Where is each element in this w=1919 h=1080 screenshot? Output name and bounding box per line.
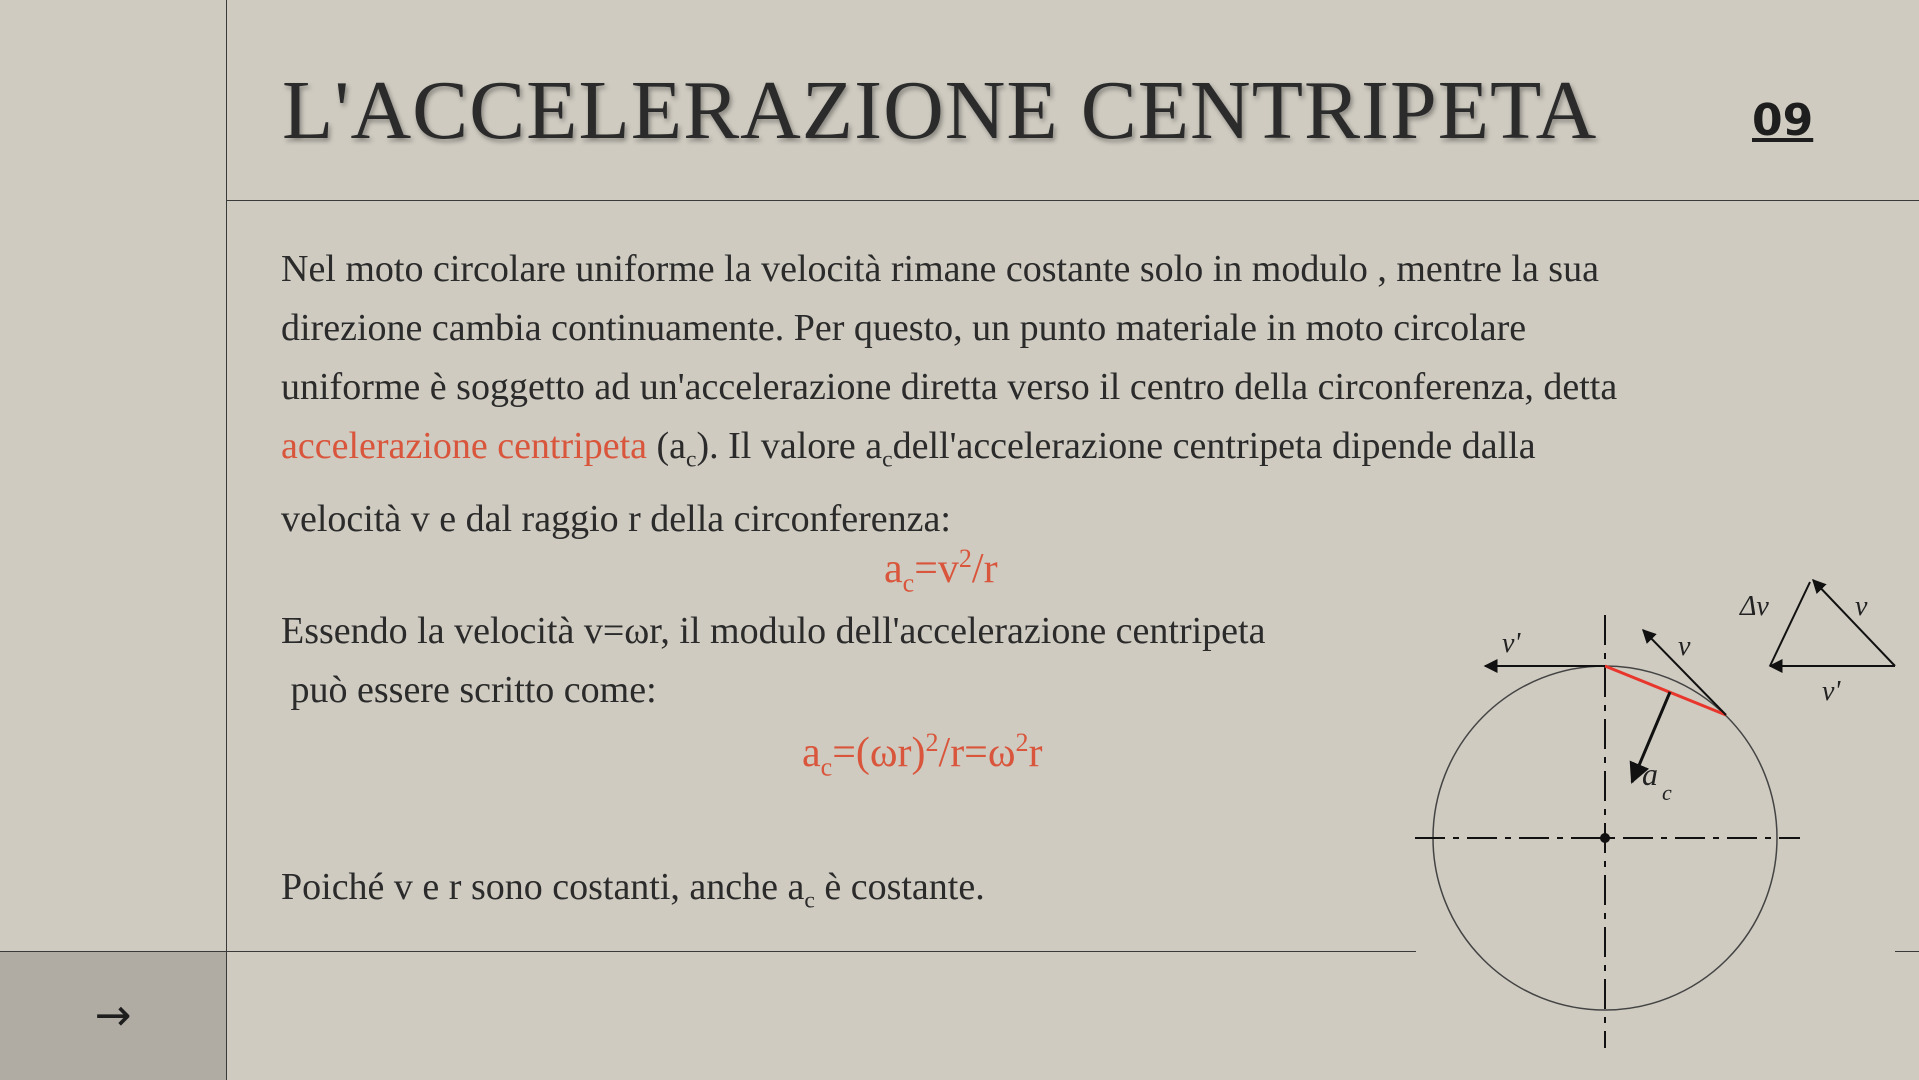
- header-divider: [226, 200, 1919, 201]
- formula-omega: $a_c=(\omega r)^2/r=\omega^2r$: [802, 728, 1043, 782]
- vertical-divider: [226, 0, 227, 1080]
- label-v: v: [1678, 631, 1691, 662]
- intro-paragraph: Nel moto circolare uniforme la velocità rimane costante solo in modulo , mentre la sua direzione cambia continuamente. Per questo, un punto materiale in moto circolare uniforme è soggetto ad un'accelerazione diretta verso il centro della circonferenza, detta accelerazione centripeta $(a_c)$. Il valore $a_cdell'accelerazione$ centripeta dipende dalla velocità v e dal raggio r della circonferenza:: [281, 248, 1618, 540]
- footer-divider: [226, 951, 1416, 952]
- page-number: 09: [1752, 95, 1814, 146]
- triangle-v: [1813, 580, 1895, 666]
- highlight-term: accelerazione centripeta: [281, 425, 647, 467]
- label-ac-sub: c: [1662, 780, 1672, 805]
- formula-centripetal: $a_c=v^2/r$: [884, 544, 998, 598]
- triangle-delta-v: [1770, 582, 1810, 666]
- label-ac: a: [1642, 756, 1658, 792]
- label-triangle-v: v: [1855, 591, 1868, 622]
- circular-motion-diagram: [1400, 570, 1900, 1060]
- slide-title: L'ACCELERAZIONE CENTRIPETA: [282, 64, 1598, 157]
- label-v-prime: v': [1502, 628, 1521, 659]
- omega-paragraph: Essendo la velocità v=ωr, il modulo dell'accelerazione centripeta può essere scritto come:: [281, 610, 1266, 711]
- chord-line: [1605, 666, 1726, 715]
- center-point: [1600, 833, 1610, 843]
- label-delta-v: Δv: [1740, 591, 1769, 622]
- arrow-right-icon: →: [94, 990, 132, 1041]
- label-triangle-v-prime: v': [1822, 676, 1841, 707]
- conclusion-paragraph: Poiché v e r sono costanti, anche $a_c$ è costante.: [281, 866, 985, 914]
- next-slide-button[interactable]: [0, 952, 226, 1080]
